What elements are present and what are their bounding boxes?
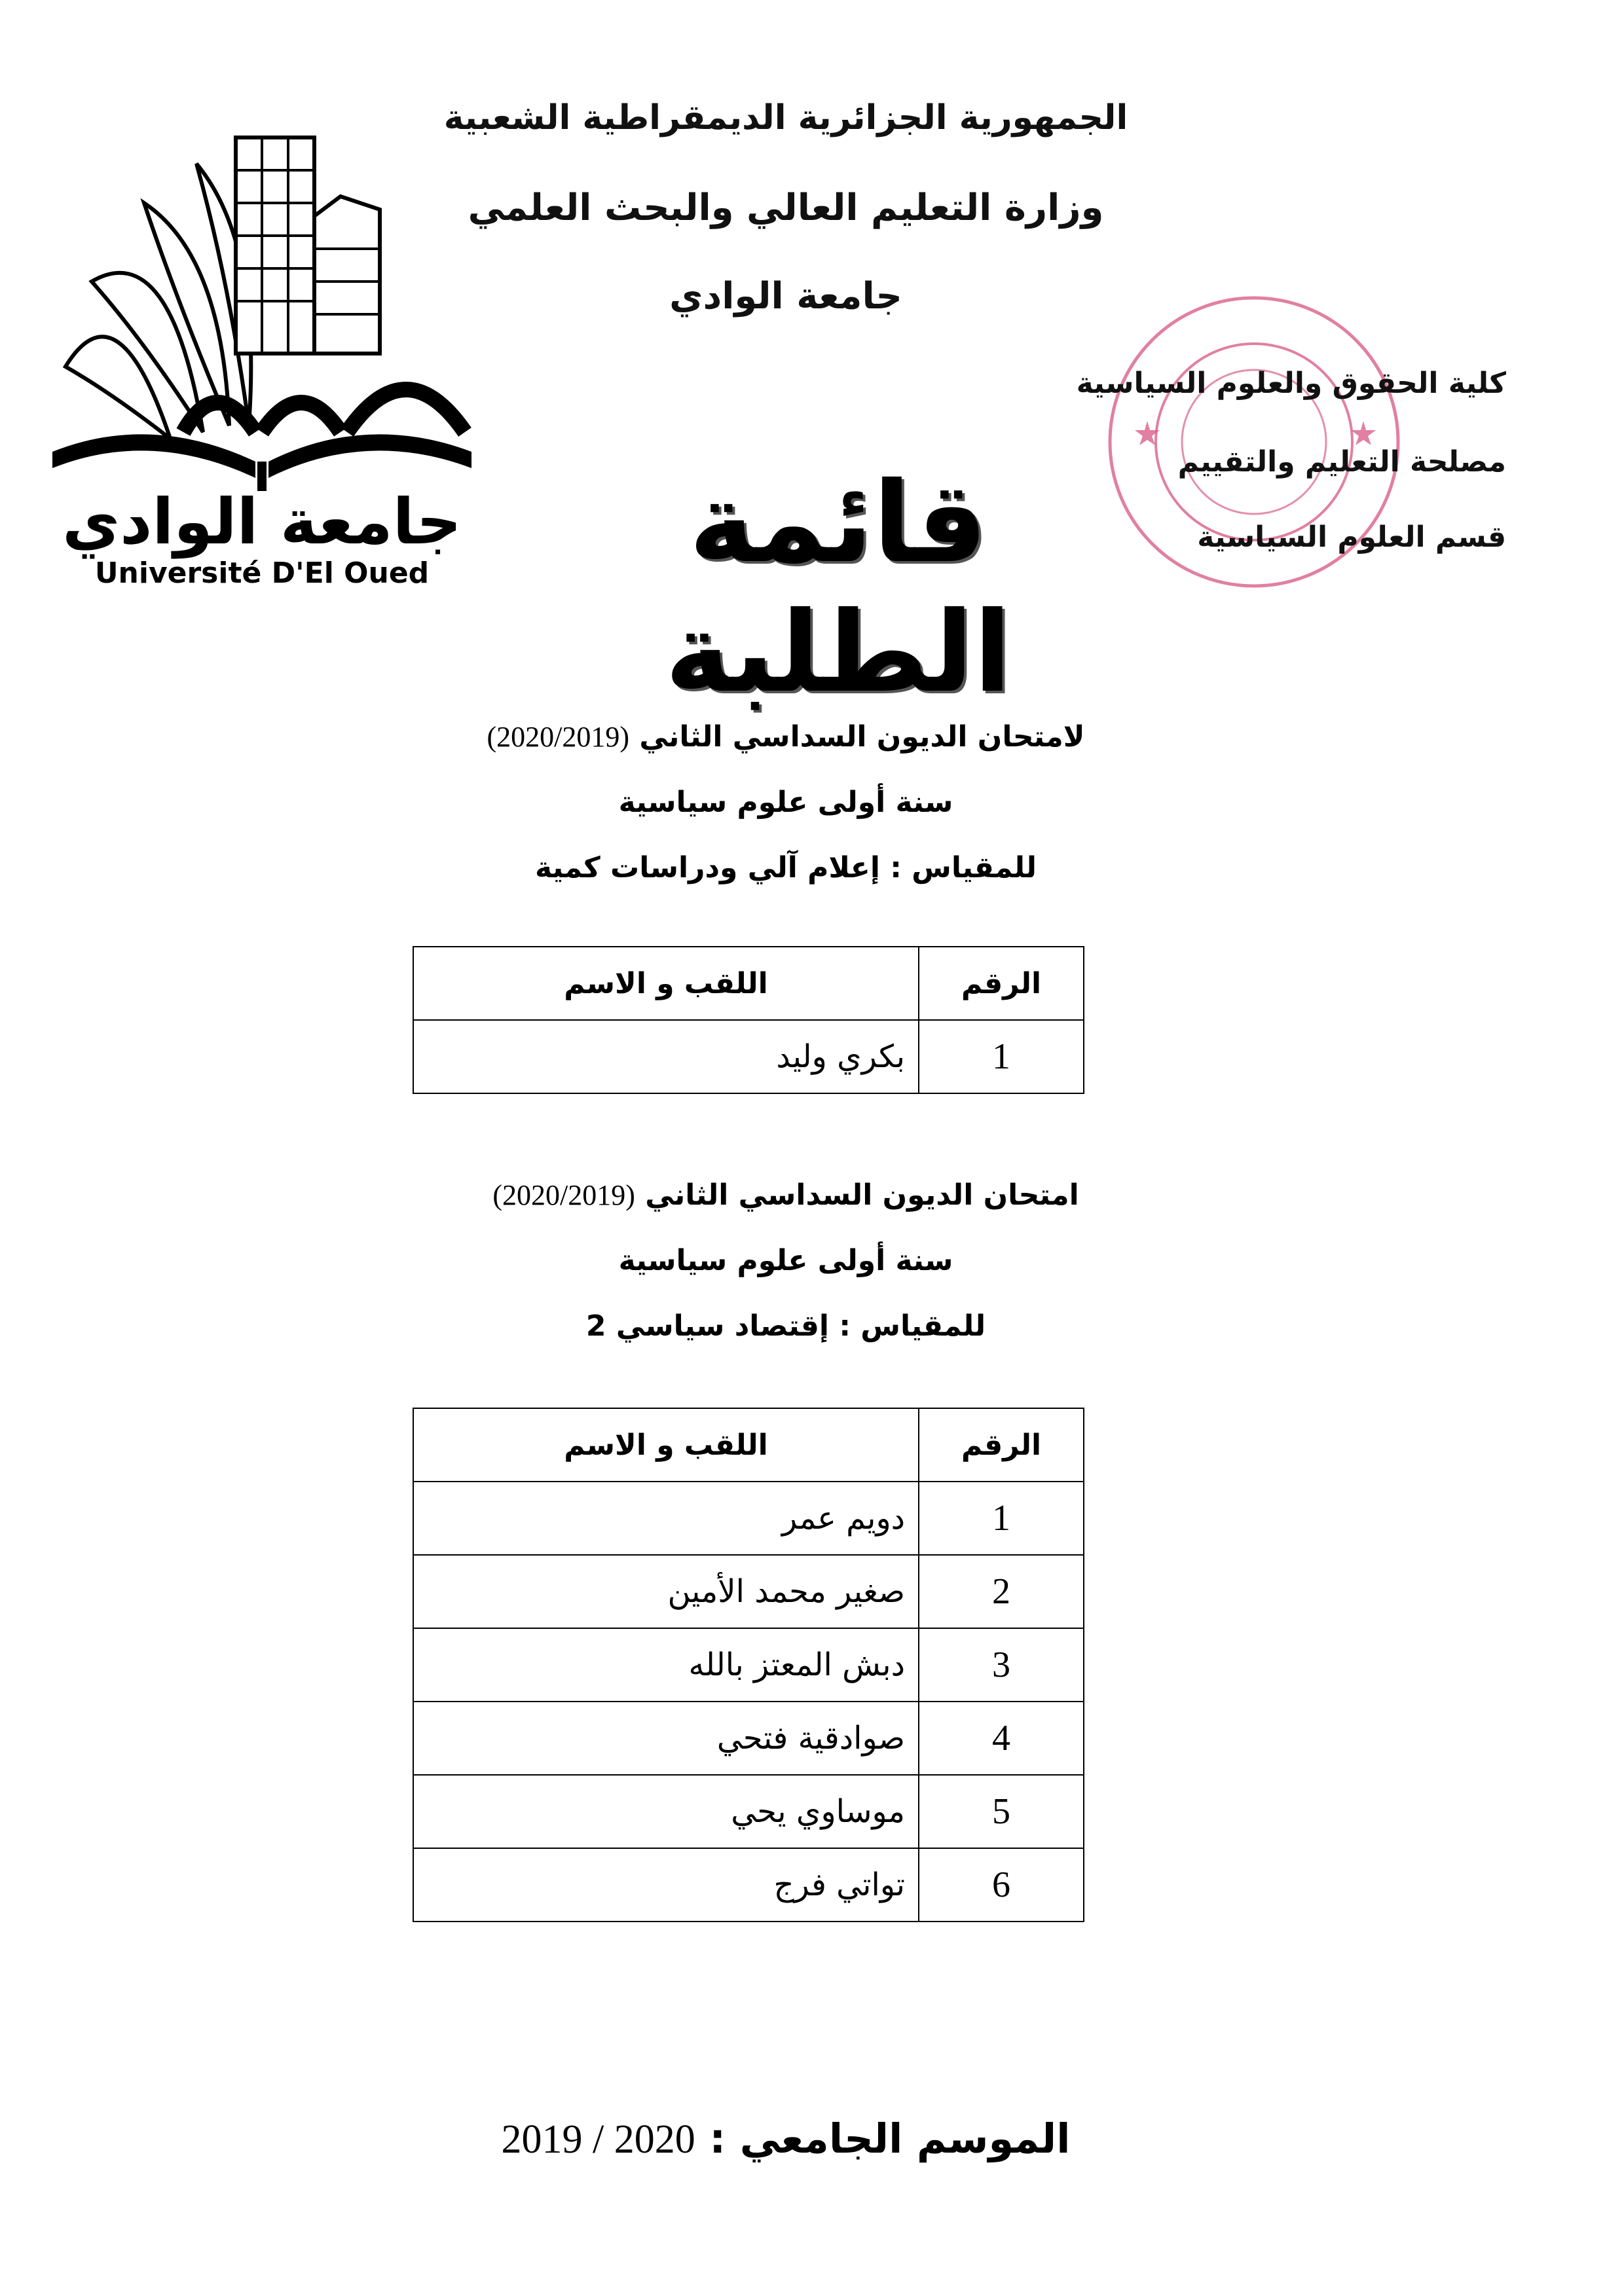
- table-row: [413, 1020, 1084, 1093]
- university-heading: جامعة الوادي: [669, 275, 902, 318]
- row-number: 6: [919, 1848, 1084, 1922]
- column-number: الرقم: [919, 947, 1084, 1020]
- table-header-row: [413, 947, 1084, 1020]
- column-number: الرقم: [919, 1408, 1084, 1482]
- students-table-1: [413, 946, 1084, 1094]
- student-name: صوادقية فتحي: [413, 1702, 919, 1775]
- svg-text:Université D'El Oued: Université D'El Oued: [94, 556, 430, 590]
- page-title: قائمة الطلبة: [665, 458, 1012, 718]
- academic-year-label: الموسم الجامعي :: [695, 2115, 1071, 2162]
- exam-heading-1: [393, 720, 1179, 754]
- student-name: دويم عمر: [413, 1482, 919, 1555]
- exam-year-2: (2020/2019): [492, 1179, 635, 1211]
- subject-line-1: [393, 851, 1179, 884]
- republic-heading: الجمهورية الجزائرية الديمقراطية الشعبية: [443, 98, 1128, 137]
- ministry-heading: وزارة التعليم العالي والبحث العلمي: [468, 187, 1104, 229]
- student-name: تواتي فرج: [413, 1848, 919, 1922]
- academic-year-value: 2020 / 2019: [501, 2117, 695, 2162]
- column-name: اللقب و الاسم: [413, 947, 919, 1020]
- academic-year: [458, 2115, 1113, 2163]
- table-row: [413, 1628, 1084, 1702]
- students-table-2: [413, 1408, 1084, 1922]
- table-row: [413, 1482, 1084, 1555]
- row-number: 5: [919, 1775, 1084, 1848]
- exam-title-1: لامتحان الديون السداسي الثاني: [639, 720, 1085, 754]
- row-number: 1: [919, 1020, 1084, 1093]
- row-number: 2: [919, 1555, 1084, 1628]
- level-1: سنة أولى علوم سياسية: [618, 786, 953, 819]
- department-name: قسم العلوم السياسية: [1197, 520, 1506, 554]
- exam-title-2: امتحان الديون السداسي الثاني: [645, 1178, 1079, 1212]
- svg-text:جامعة الوادي: جامعة الوادي: [62, 485, 462, 558]
- exam-heading-2: [393, 1178, 1179, 1212]
- subject-line-2: [393, 1309, 1179, 1343]
- table-row: [413, 1848, 1084, 1922]
- student-name: موساوي يحي: [413, 1775, 919, 1848]
- table-row: [413, 1555, 1084, 1628]
- student-name: دبش المعتز بالله: [413, 1628, 919, 1702]
- subject-2: إقتصاد سياسي 2: [585, 1309, 830, 1343]
- subject-1: إعلام آلي ودراسات كمية: [534, 851, 880, 884]
- table-header-row: [413, 1408, 1084, 1482]
- university-logo: [39, 85, 485, 596]
- subject-label-2: للمقياس :: [829, 1309, 986, 1343]
- faculty-name: كلية الحقوق والعلوم السياسية: [1076, 367, 1506, 400]
- subject-label-1: للمقياس :: [879, 851, 1037, 884]
- level-2: سنة أولى علوم سياسية: [618, 1244, 953, 1277]
- column-name: اللقب و الاسم: [413, 1408, 919, 1482]
- row-number: 1: [919, 1482, 1084, 1555]
- table-row: [413, 1702, 1084, 1775]
- row-number: 3: [919, 1628, 1084, 1702]
- table-row: [413, 1775, 1084, 1848]
- student-name: بكري وليد: [413, 1020, 919, 1093]
- service-name: مصلحة التعليم والتقييم: [1177, 445, 1506, 479]
- row-number: 4: [919, 1702, 1084, 1775]
- student-name: صغير محمد الأمين: [413, 1555, 919, 1628]
- exam-year-1: (2020/2019): [487, 721, 630, 753]
